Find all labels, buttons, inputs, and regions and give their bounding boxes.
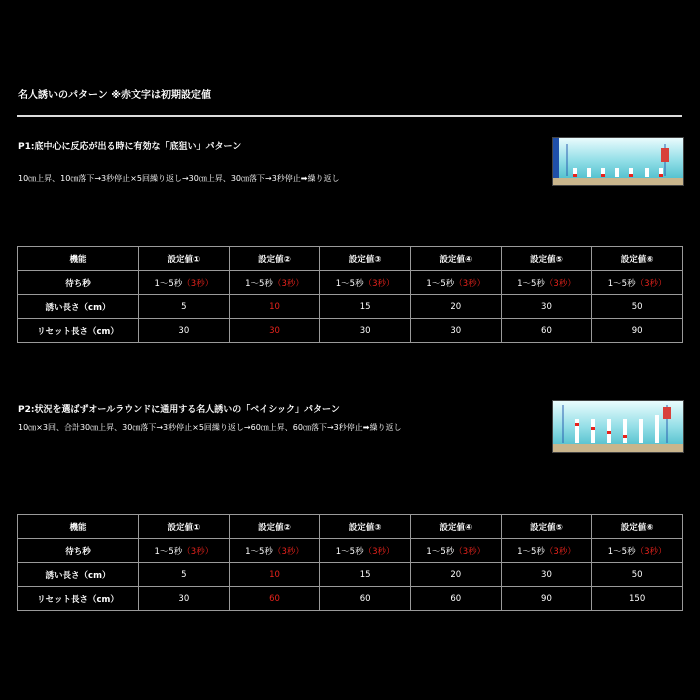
table-cell: 50	[592, 295, 683, 319]
table-cell: 60	[410, 587, 501, 611]
header-setting-5: 設定値⑤	[501, 515, 592, 539]
row-label-reset-length: リセット長さ（cm）	[18, 319, 139, 343]
header-function: 機能	[18, 515, 139, 539]
table-row	[18, 319, 683, 343]
row-label-wait-seconds: 待ち秒	[18, 539, 139, 563]
table-row	[18, 271, 683, 295]
row-label-lure-length: 誘い長さ（cm）	[18, 563, 139, 587]
table-cell: 1〜5秒（3秒）	[229, 271, 320, 295]
table-cell: 1〜5秒（3秒）	[592, 539, 683, 563]
table-row	[18, 539, 683, 563]
table-header-row	[18, 515, 683, 539]
table-cell: 1〜5秒（3秒）	[229, 539, 320, 563]
header-setting-2: 設定値②	[229, 247, 320, 271]
table-cell: 1〜5秒（3秒）	[320, 271, 411, 295]
table-cell: 150	[592, 587, 683, 611]
table-cell: 1〜5秒（3秒）	[410, 539, 501, 563]
header-setting-1: 設定値①	[139, 515, 230, 539]
table-cell: 10	[229, 563, 320, 587]
table-cell: 60	[229, 587, 320, 611]
table-cell: 20	[410, 295, 501, 319]
table-cell: 20	[410, 563, 501, 587]
header-setting-2: 設定値②	[229, 515, 320, 539]
header-setting-1: 設定値①	[139, 247, 230, 271]
table-cell: 1〜5秒（3秒）	[501, 271, 592, 295]
table-cell: 1〜5秒（3秒）	[410, 271, 501, 295]
table-cell: 1〜5秒（3秒）	[592, 271, 683, 295]
header-setting-3: 設定値③	[320, 247, 411, 271]
header-function: 機能	[18, 247, 139, 271]
table-cell: 15	[320, 563, 411, 587]
pattern-p2-heading: P2:状況を選ばずオールラウンドに通用する名人誘いの「ベイシック」パターン	[18, 405, 340, 415]
table-cell: 5	[139, 563, 230, 587]
table-cell: 30	[501, 295, 592, 319]
pattern-p1-settings-table	[17, 246, 683, 343]
page-title: 名人誘いのパターン ※赤文字は初期設定値	[18, 90, 212, 101]
pattern-p1-description: 10㎝上昇、10㎝落下→3秒停止×5回繰り返し→30㎝上昇、30㎝落下→3秒停止➡繰り返し	[18, 174, 340, 183]
table-header-row	[18, 247, 683, 271]
pattern-p2-diagram-image	[552, 400, 684, 453]
table-cell: 30	[501, 563, 592, 587]
pattern-p2-settings-table	[17, 514, 683, 611]
table-cell: 1〜5秒（3秒）	[320, 539, 411, 563]
header-setting-3: 設定値③	[320, 515, 411, 539]
table-cell: 60	[320, 587, 411, 611]
row-label-reset-length: リセット長さ（cm）	[18, 587, 139, 611]
table-cell: 1〜5秒（3秒）	[501, 539, 592, 563]
table-cell: 10	[229, 295, 320, 319]
row-label-wait-seconds: 待ち秒	[18, 271, 139, 295]
table-cell: 30	[410, 319, 501, 343]
row-label-lure-length: 誘い長さ（cm）	[18, 295, 139, 319]
table-cell: 90	[592, 319, 683, 343]
table-row	[18, 563, 683, 587]
table-cell: 50	[592, 563, 683, 587]
table-cell: 15	[320, 295, 411, 319]
table-cell: 30	[229, 319, 320, 343]
header-setting-6: 設定値⑥	[592, 515, 683, 539]
header-setting-6: 設定値⑥	[592, 247, 683, 271]
table-cell: 1〜5秒（3秒）	[139, 539, 230, 563]
header-setting-4: 設定値④	[410, 515, 501, 539]
table-cell: 5	[139, 295, 230, 319]
table-row	[18, 295, 683, 319]
table-cell: 30	[139, 319, 230, 343]
header-setting-4: 設定値④	[410, 247, 501, 271]
table-cell: 30	[139, 587, 230, 611]
title-divider	[17, 115, 682, 117]
header-setting-5: 設定値⑤	[501, 247, 592, 271]
pattern-p2-description: 10㎝×3回、合計30㎝上昇、30㎝落下→3秒停止×5回繰り返し→60㎝上昇、60㎝落下→3秒停止➡繰り返し	[18, 423, 402, 432]
pattern-p1-diagram-image	[552, 137, 684, 186]
pattern-p1-heading: P1:底中心に反応が出る時に有効な「底狙い」パターン	[18, 142, 242, 152]
table-cell: 90	[501, 587, 592, 611]
table-cell: 1〜5秒（3秒）	[139, 271, 230, 295]
table-cell: 30	[320, 319, 411, 343]
table-cell: 60	[501, 319, 592, 343]
table-row	[18, 587, 683, 611]
